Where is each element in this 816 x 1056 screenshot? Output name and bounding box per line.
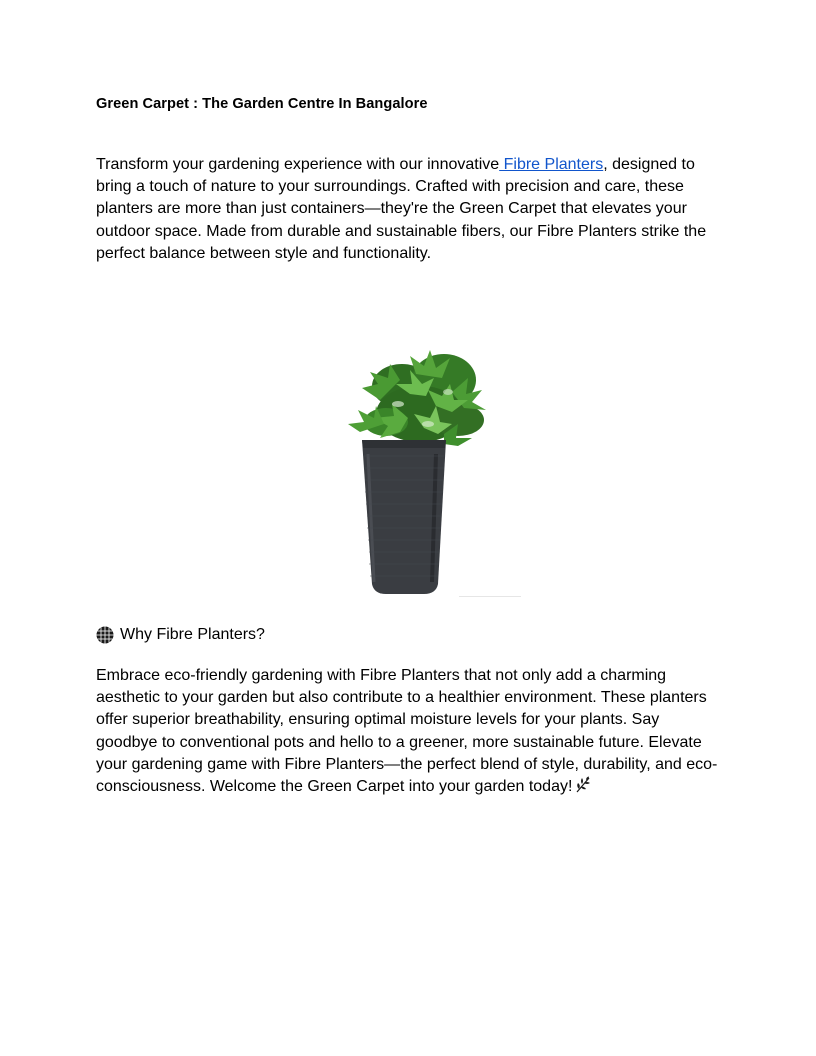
body-paragraph-text: Embrace eco-friendly gardening with Fibre Planters that not only add a charming aesthetic to your garden but also contribute to a healthier environment. These planters offer superior breathability, ensuring optimal moisture levels for your plants. Say goodbye to conventional pots and hello to a greener, more sustainable future. Elevate your gardening game with Fibre Planters—the perfect blend of style, durability, and eco-consciousness. Welcome the Green Carpet into your garden today! [96, 667, 718, 796]
grid-circle-icon [96, 626, 114, 644]
plant-foliage [348, 350, 486, 446]
planter-image [340, 344, 528, 600]
document-title: Green Carpet : The Garden Centre In Bangalore [96, 96, 428, 112]
fibre-planter [362, 440, 446, 594]
section-heading-text: Why Fibre Planters? [120, 626, 265, 643]
image-caption-divider [459, 596, 521, 597]
body-paragraph [96, 665, 720, 798]
section-heading [96, 624, 265, 646]
intro-text-before-link: Transform your gardening experience with our innovative [96, 156, 500, 173]
fibre-planters-link[interactable]: Fibre Planters [499, 156, 604, 173]
herb-leaf-icon [574, 776, 592, 794]
intro-paragraph [96, 154, 720, 265]
intro-text-after-link: , designed to bring a touch of nature to your surroundings. Crafted with precision and care, these planters are more than just containers—they're the Green Carpet that elevates your outdoor space. Made from durable and sustainable fibers, our Fibre Planters strike the perfect balance between style and functionality. [96, 156, 707, 262]
